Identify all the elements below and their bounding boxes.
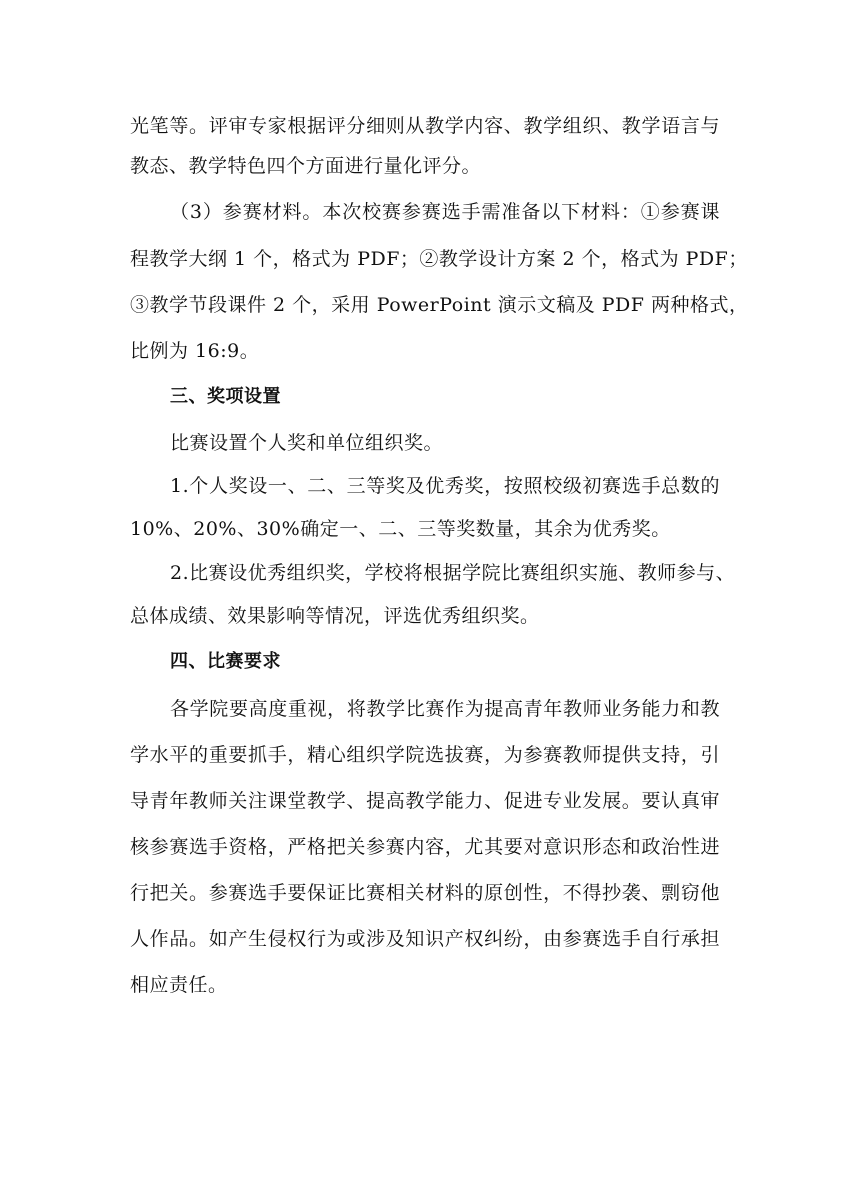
paragraph-line: 总体成绩、效果影响等情况，评选优秀组织奖。 [130, 605, 540, 627]
section-heading: 三、奖项设置 [170, 386, 281, 407]
paragraph-line: 相应责任。 [130, 974, 228, 996]
paragraph-line: 核参赛选手资格，严格把关参赛内容，尤其要对意识形态和政治性进 [130, 836, 720, 858]
paragraph-line: 光笔等。评审专家根据评分细则从教学内容、教学组织、教学语言与 [130, 115, 720, 137]
paragraph-line: 导青年教师关注课堂教学、提高教学能力、促进专业发展。要认真审 [130, 790, 720, 812]
paragraph-line: 2.比赛设优秀组织奖，学校将根据学院比赛组织实施、教师参与、 [170, 562, 736, 584]
paragraph-line: 比例为 16:9。 [130, 340, 260, 362]
paragraph-line: 学水平的重要抓手，精心组织学院选拔赛，为参赛教师提供支持，引 [130, 744, 720, 766]
section-heading: 四、比赛要求 [170, 651, 281, 672]
paragraph-line: 人作品。如产生侵权行为或涉及知识产权纠纷，由参赛选手自行承担 [130, 928, 720, 950]
paragraph-line: 各学院要高度重视，将教学比赛作为提高青年教师业务能力和教 [170, 698, 720, 720]
paragraph-line: （3）参赛材料。本次校赛参赛选手需准备以下材料：①参赛课 [170, 201, 720, 223]
paragraph-line: 程教学大纲 1 个，格式为 PDF；②教学设计方案 2 个，格式为 PDF； [130, 248, 748, 270]
paragraph-line: 10%、20%、30%确定一、二、三等奖数量，其余为优秀奖。 [130, 518, 671, 540]
paragraph-line: ③教学节段课件 2 个，采用 PowerPoint 演示文稿及 PDF 两种格式， [130, 294, 749, 316]
paragraph-line: 1.个人奖设一、二、三等奖及优秀奖，按照校级初赛选手总数的 [170, 475, 720, 497]
paragraph-line: 教态、教学特色四个方面进行量化评分。 [130, 155, 482, 177]
paragraph-line: 行把关。参赛选手要保证比赛相关材料的原创性，不得抄袭、剽窃他 [130, 882, 720, 904]
paragraph-line: 比赛设置个人奖和单位组织奖。 [170, 432, 444, 454]
